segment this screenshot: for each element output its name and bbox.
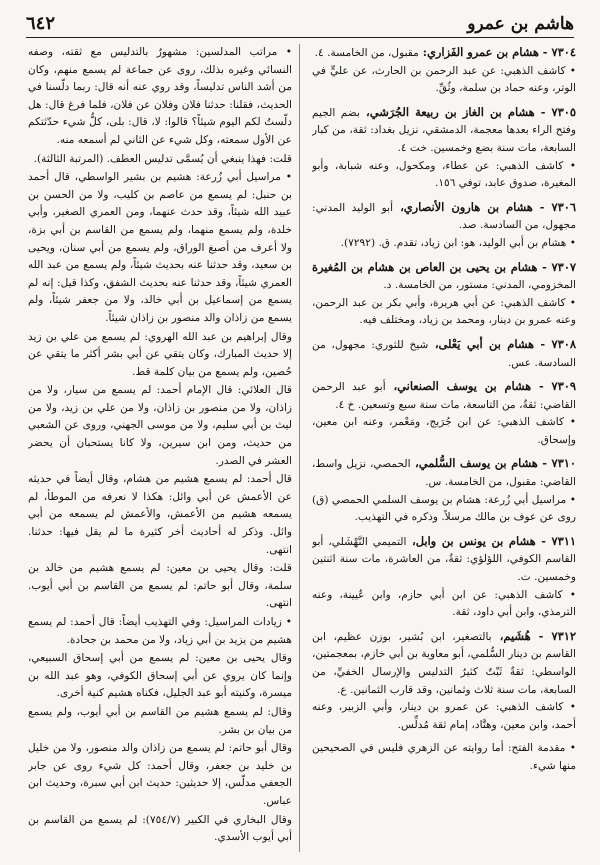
entry-note: • هشام بن أبي الوليد، هو: ابن زياد، تقدم. ق. (٧٢٩٢). <box>340 236 576 249</box>
paragraph: قال العلائي: قال الإمام أحمد: لم يسمع من سيار، ولا من زاذان، ولا من منصور بن زاذان، ولا من علي بن زيد، ولا من ليث بن أبي سليم، ولا من موسى الجهني، وروى عن الشعبي من حديث، ومن ابن سيرين، ولا كانا يستحبان أن يحضر العشر في الصدر. <box>28 384 292 467</box>
column-divider <box>299 44 300 852</box>
paragraph: • زيادات المراسيل: وفي التهذيب أيضاً: قال أحمد: لم يسمع هشيم من يزيد بن أبي زياد، ولا من محمد بن جحادة. <box>28 616 292 646</box>
entry <box>312 455 576 526</box>
entry-note: • كاشف الذهبي: عن عمرو بن دينار، وأبي الزبير، وعنه أحمد، وابن معين، وهنَّاد، إمام ثقة مُدلِّس. <box>312 701 576 731</box>
entry <box>312 336 576 372</box>
left-column <box>28 44 292 856</box>
paragraph: وقال إبراهيم بن عبد الله الهروي: لم يسمع من علي بن زيد إلا حديث المبارك، وكان يتقي عن أبي بشر أكثر ما يتقي عن حُصين، ولم يسمع من بيان كلمة قط. <box>28 330 292 378</box>
paragraph: قلت: وقال يحيى بن معين: لم يسمع هشيم من خالد بن سلمة، وقال أبو حاتم: لم يسمع من القاسم بن أبي أيوب. انتهى. <box>28 562 292 610</box>
right-column <box>312 44 576 856</box>
entry-body: المخزومي، المدني: مستور، من الخامسة. د. <box>383 279 576 292</box>
entry-note: • كاشف الذهبي: عن ابن جُرَيج، ومَعْمر، وعنه ابن معين، وإسحاق. <box>312 416 576 446</box>
entry-heading: ٧٣١٢ - هُشَيم، <box>491 628 576 643</box>
entry-note: • كاشف الذهبي: عن ابن أبي حازم، وابن عُيينة، وعنه الترمذي، وابن أبي داود، ثقة. <box>312 588 576 619</box>
entry-heading: ٧٣١١ - هشام بن يونس بن وابل، <box>406 533 576 548</box>
entry <box>312 44 576 98</box>
entry-body: • مقدمة الفتح: أما روايته عن الزهري فليس في الصحيحين منها شيء. <box>312 742 576 772</box>
entry-heading: ٧٣٠٩ - هشام بن يوسف الصنعاني، <box>385 379 576 394</box>
entry-note: • كاشف الذهبي: عن عطاء، ومكحول، وعنه شبابة، وأبو المغيرة، صدوق عابد، توفي ١٥٦. <box>312 159 576 190</box>
paragraph: وقال أبو حاتم: لم يسمع من زاذان والد منصور، ولا من خليل بن خليد بن جعفر، وقال أحمد: كل شيء روى عن جابر الجعفي مدلّس، إلا حديثين: حديث ابن أبي سبرة، وحديث ابن عباس. <box>28 742 292 807</box>
paragraph: قال أحمد: لم يسمع هشيم من هشام، وقال أيضاً في حديثه عن الأعمش عن أبي وائل: هكذا لا نعرفه من الموطأ، لم يسمعه هشيم من الأعمش، والأعمش لم يسمعه من أبي وائل. وذكر له أحاديث أخر كثيرة ما لم يقل فيها: حدثنا. انتهى. <box>28 473 292 556</box>
paragraph: • مراتب المدلسين: مشهورٌ بالتدليس مع ثقته، وصفه النسائي وغيره بذلك، روى عن جماعة لم يسمع منهم، وكان من أشد الناس تدليساً، وقد روي عنه أنه قال: ربما دلّسنا في الحديث، فقلنا: حدثنا فلان وفلان عن فلان، فلما فرغ قال: هل دلّستُ لكم اليوم شيئاً؟ قالوا: لا، قال: بلى، كلُّ شيء حدّثتكم عن الأول سمعته، وكل شيء عن الثاني لم أسمعه منه. <box>28 46 292 146</box>
paragraph: وقال يحيى بن معين: لم يسمع من أبي إسحاق السبيعي، وإنما كان يروي عن أبي إسحاق الكوفي، وهو عبد الله بن ميسرة، وكنيته أبو عبد الجليل، فكناه هشيم كنية أخرى. <box>28 652 292 700</box>
entry-heading: ٧٣١٠ - هشام بن يوسف السُّلمي، <box>410 456 576 471</box>
paragraph: وقال البخاري في الكبير (٧٥٤/٧): لم يسمع من القاسم بن أبي أيوب الأسدي. <box>28 813 292 844</box>
entry-heading: ٧٣٠٧ - هشام بن يحيى بن العاص بن هشام بن المُغيرة <box>312 259 576 274</box>
page-header <box>26 8 574 38</box>
paragraph: قلت: فهذا ينبغي أن يُسمَّى تدليس العطف. (المرتبة الثالثة). <box>33 152 292 165</box>
entry-note: • مراسيل أبي زُرعة: هشام بن يوسف السلمي الحمصي (ق) روى عن عوف بن مالك مرسلاً. وذكره في التهذيب. <box>312 493 576 524</box>
entry-body: مقبول، من الخامسة. ٤. <box>314 47 419 59</box>
entry-heading: ٧٣٠٨ - هشام بن أبي يَعْلى، <box>428 336 576 351</box>
entry <box>312 740 576 775</box>
entry-body: شيخ للثوري: مجهول، من السادسة. عس. <box>312 338 576 369</box>
entry-heading: ٧٣٠٦ - هشام بن هارون الأنصاري، <box>393 199 576 214</box>
running-title: هاشم بن عمرو <box>467 14 574 34</box>
entry <box>312 199 576 253</box>
entry-body: التميمي النَّهْشَلي، أبو القاسم الكوفي، اللؤلؤي: ثقةٌ، من العاشرة، مات سنة اثنتين وخمسين. ت. <box>312 535 576 584</box>
entry-heading: ٧٣٠٤ - هشام بن عمرو الفَزاري: <box>418 45 576 59</box>
entry-body: بالتصغير، ابن بُشير، بوزن عظيم، ابن القاسم بن دينار السُّلمي، أبو معاوية بن أبي خازم، بمعجمتين، الواسطي: ثقةٌ ثَبْتٌ كثيرُ التدليس والإرسال الخفيِّ، من السابعة، مات سنة ثلاث وثمانين، وقد قارب الثمانين. ع. <box>312 630 576 696</box>
page-number: ٦٤٢ <box>26 13 56 34</box>
entry <box>312 533 576 622</box>
entry <box>312 104 576 193</box>
entry <box>312 259 576 330</box>
entry-body: أبو عبد الرحمن القاضي: ثقةٌ، من التاسعة، مات سنة سبع وتسعين. خ ٤. <box>312 381 576 411</box>
entry <box>312 378 576 449</box>
entry-body: أبو الوليد المدني: مجهول، من السادسة. صد. <box>312 201 576 232</box>
entry-body: بضم الجيم وفتح الراء بعدها معجمة، الدمشقي، نزيل بغداد: ثقة، من كبار السابعة، مات سنة بضع وخمسين. خت ٤. <box>312 106 576 154</box>
entry <box>312 628 576 735</box>
paragraph: وقال: لم يسمع هشيم من القاسم بن أبي أيوب، ولم يسمع من بيان بن بشر. <box>28 705 292 736</box>
entry-heading: ٧٣٠٥ - هشام بن الغاز بن ربيعة الجُرَشي، <box>359 104 576 119</box>
entry-note: • كاشف الذهبي: عن عبد الرحمن بن الحارث، عن عليٍّ في الوتر، وعنه حماد بن سلمة، وثُقِّ. <box>312 64 576 95</box>
entry-note: • كاشف الذهبي: عن أبي هريرة، وأبي بكر بن عبد الرحمن، وعنه عمرو بن دينار، ومحمد بن زياد، ومختلف فيه. <box>312 296 576 327</box>
entry-body: الحمصي، نزيل واسط، القاضي: مقبول، من الخامسة. س. <box>312 458 576 489</box>
paragraph: • مراسيل أبي زُرعة: هشيم بن بشير الواسطي، قال أحمد بن حنبل: لم يسمع من عاصم بن كليب، ولا من الحسن بن عبيد الله شيئاً، وقد حدث عنهما، ومن العمري الصغير، وأبي خلدة، ولم يسمع منهما، ولم يسمع من القاسم بن أبي بزة، ولا أعرف من أصبغ الوراق، ولم يسمع من أبي سنان، ويحيى بن سعيد، وقد حدثنا عنه بحديث شيئاً، ولم يسمع من عبد الله العمري شيئاً، وقد حدثنا عنه بحديث الشفق، وكذا قيل: إنه لم يسمع من إسماعيل بن أبي خالد، ولا من جعفر شيئاً، ولم يسمع من زاذان والد منصور بن زاذان شيئاً. <box>28 171 292 324</box>
